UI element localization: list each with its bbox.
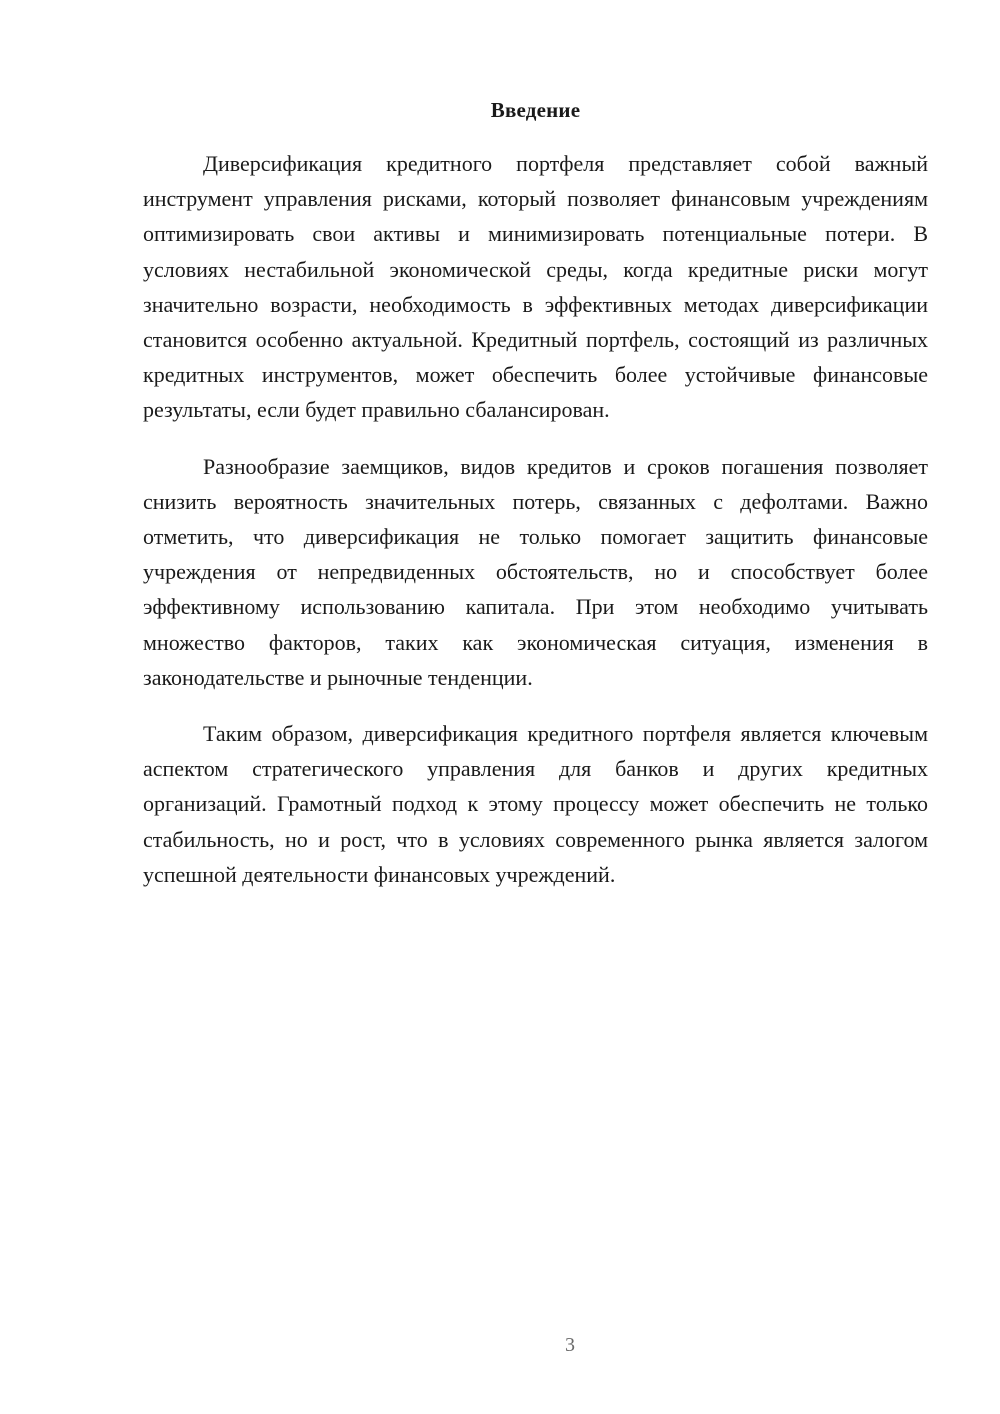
paragraph-2: Разнообразие заемщиков, видов кредитов и сроков погашения позволяет снизить вероятность значительных потерь, связанных с дефолтами. Важно отметить, что диверсификация не только помогает защитить финансовые учреждения от непредвиденных обстоятельств, но и способствует более эффективному использованию капитала. При этом необходимо учитывать множество факторов, таких как экономическая ситуация, изменения в законодательстве и рыночные тенденции. — [143, 453, 928, 690]
page-number: 3 — [565, 1334, 575, 1356]
page-content — [143, 96, 928, 913]
section-title: Введение — [490, 98, 581, 122]
paragraph-3: Таким образом, диверсификация кредитного портфеля является ключевым аспектом стратегического управления для банков и других кредитных организаций. Грамотный подход к этому процессу может обеспечить не только стабильность, но и рост, что в условиях современного рынка является залогом успешной деятельности финансовых учреждений. — [143, 721, 928, 887]
paragraph-1: Диверсификация кредитного портфеля представляет собой важный инструмент управления рисками, который позволяет финансовым учреждениям оптимизировать свои активы и минимизировать потенциальные потери. В условиях нестабильной экономической среды, когда кредитные риски могут значительно возрасти, необходимость в эффективных методах диверсификации становится особенно актуальной. Кредитный портфель, состоящий из различных кредитных инструментов, может обеспечить более устойчивые финансовые результаты, если будет правильно сбалансирован. — [143, 151, 928, 423]
